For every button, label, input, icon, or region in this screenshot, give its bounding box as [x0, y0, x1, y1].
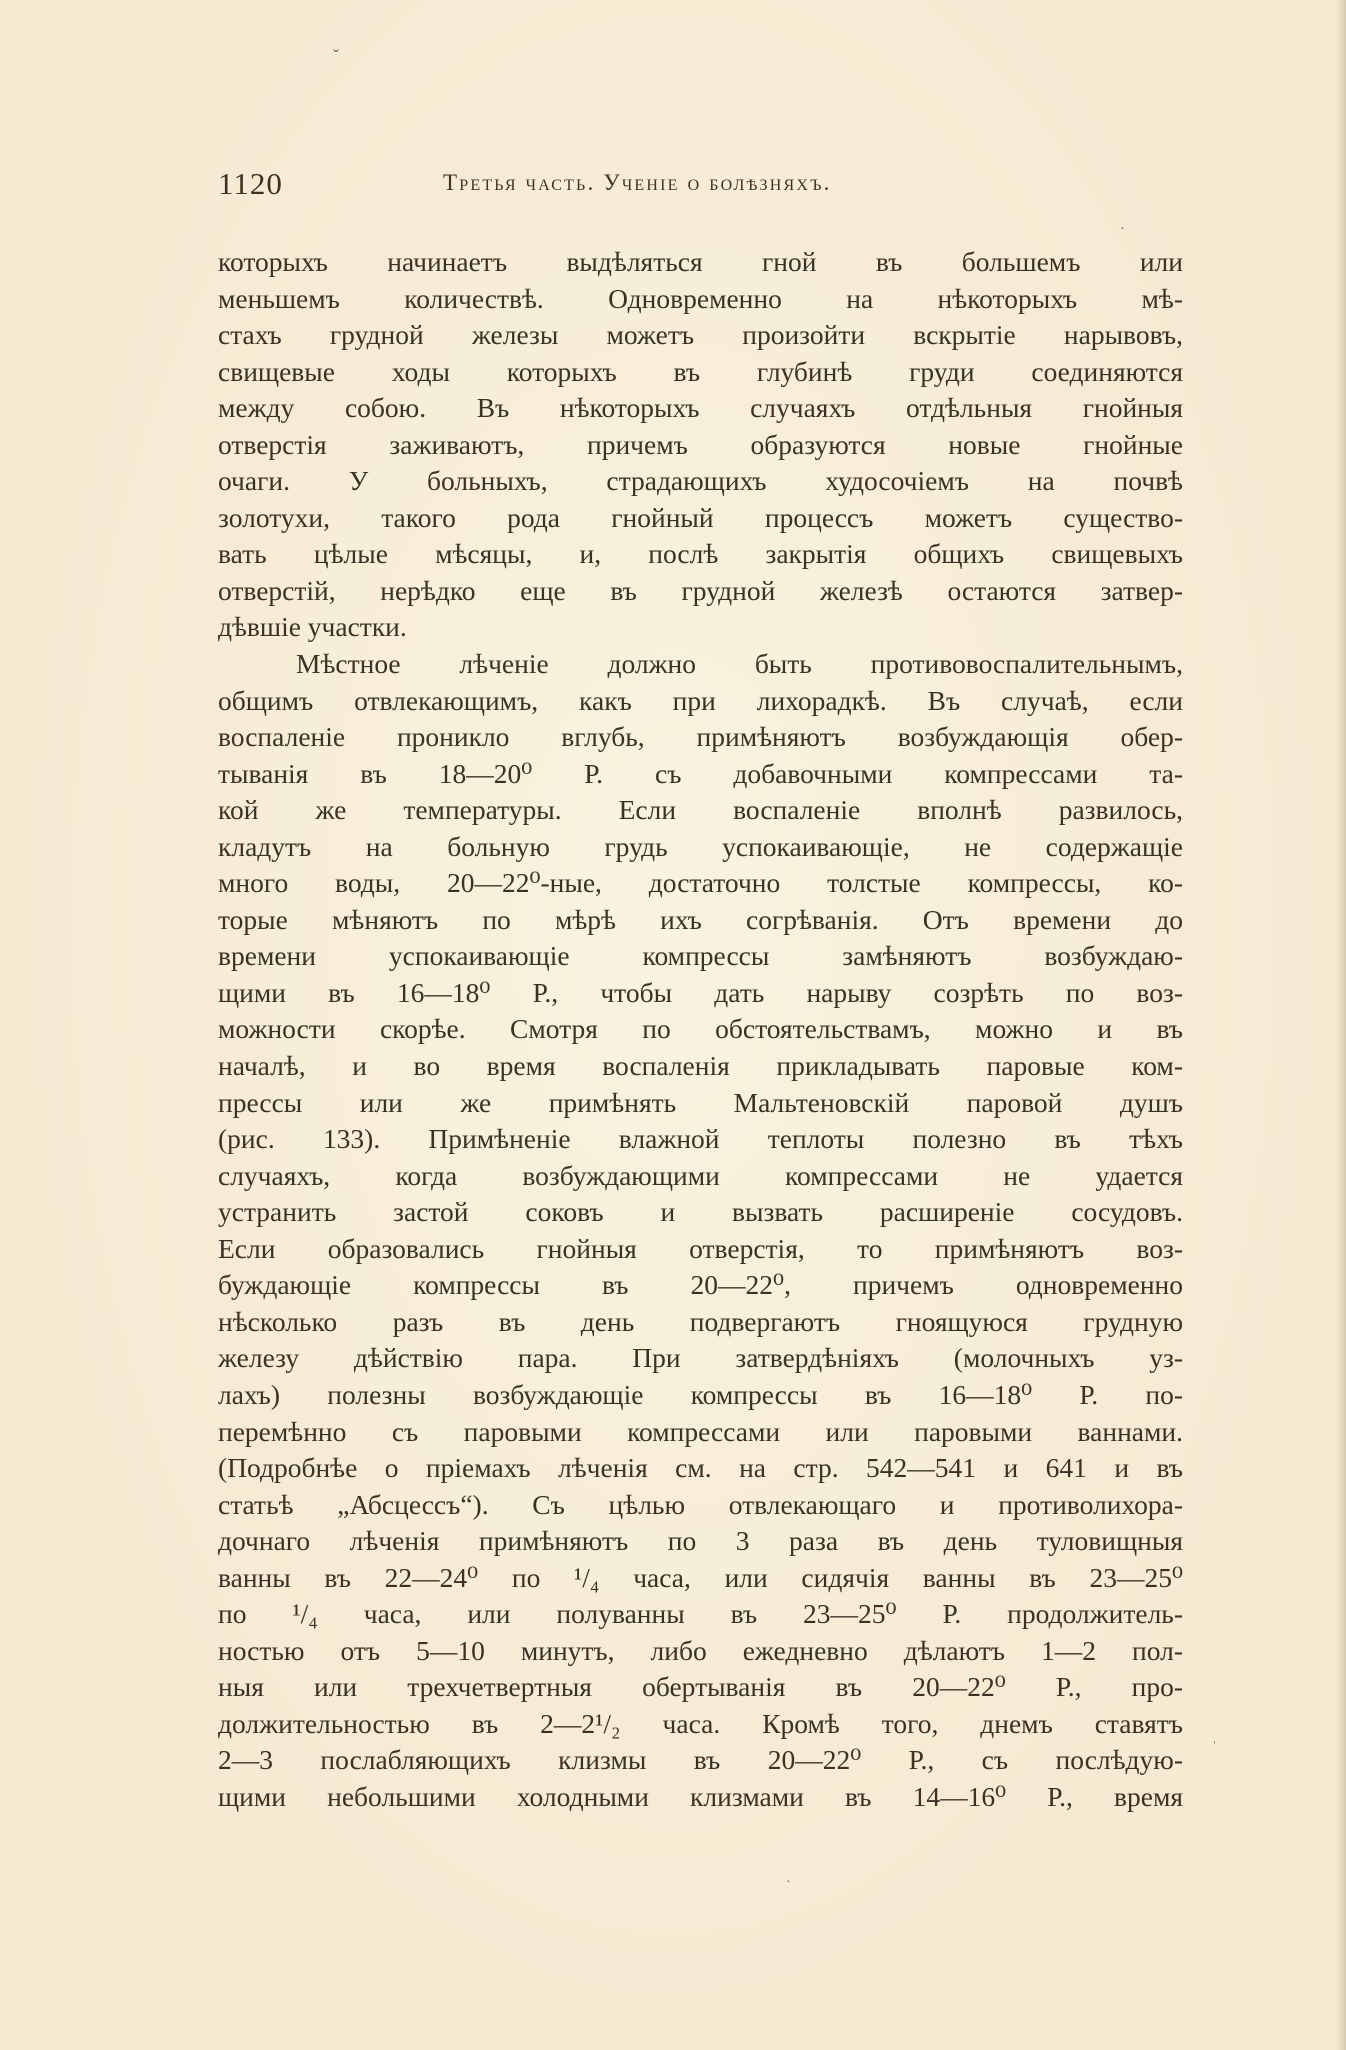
text-line: меньшемъ количествѣ. Одновременно на нѣкоторыхъ мѣ- [218, 282, 1183, 314]
text-line: нѣсколько разъ въ день подвергаютъ гноящуюся грудную [218, 1305, 1183, 1337]
running-head-title: Третья часть. Ученіе о болѣзняхъ. [443, 170, 832, 195]
paragraph-end-line: дѣвшіе участки. [218, 611, 407, 643]
text-line: началѣ, и во время воспаленія прикладывать паровые ком- [218, 1050, 1183, 1082]
text-line: очаги. У больныхъ, страдающихъ худосочіемъ на почвѣ [218, 465, 1183, 497]
text-line: статьѣ „Абсцессъ“). Съ цѣлью отвлекающаго и противолихора- [218, 1488, 1183, 1520]
text-line: отверстія заживаютъ, причемъ образуются новые гнойные [218, 428, 1183, 460]
paragraph-start-line: Мѣстное лѣченіе должно быть противовоспалительнымъ, [296, 648, 1183, 680]
text-line: щими въ 16—18⁰ Р., чтобы дать нарыву созрѣть по воз- [218, 976, 1183, 1008]
text-line: прессы или же примѣнять Мальтеновскій паровой душъ [218, 1086, 1183, 1118]
text-line: случаяхъ, когда возбуждающими компрессами не удается [218, 1159, 1183, 1191]
paper-speck: · [786, 1875, 791, 1890]
text-line: между собою. Въ нѣкоторыхъ случаяхъ отдѣльныя гнойныя [218, 392, 1183, 424]
text-line: (рис. 133). Примѣненіе влажной теплоты полезно въ тѣхъ [218, 1123, 1183, 1155]
text-line: золотухи, такого рода гнойный процессъ можетъ существо- [218, 501, 1183, 533]
text-line: буждающіе компрессы въ 20—22⁰, причемъ одновременно [218, 1269, 1183, 1301]
body-text [218, 244, 1183, 1816]
text-line: устранить застой соковъ и вызвать расширеніе сосудовъ. [218, 1196, 1183, 1228]
text-line: вать цѣлые мѣсяцы, и, послѣ закрытія общихъ свищевыхъ [218, 538, 1183, 570]
text-line: железу дѣйствію пара. При затвердѣніяхъ (молочныхъ уз- [218, 1342, 1183, 1374]
text-line: которыхъ начинаетъ выдѣляться гной въ большемъ или [218, 246, 1183, 277]
running-head [218, 166, 1178, 210]
text-line: общимъ отвлекающимъ, какъ при лихорадкѣ. Въ случаѣ, если [218, 684, 1183, 716]
text-line: дочнаго лѣченія примѣняютъ по 3 раза въ день туловищныя [218, 1525, 1183, 1557]
text-line: торые мѣняютъ по мѣрѣ ихъ согрѣванія. Отъ времени до [218, 903, 1183, 935]
text-line: много воды, 20—22⁰-ные, достаточно толстые компрессы, ко- [218, 867, 1183, 899]
paper-speck: ˈ [1212, 1740, 1217, 1755]
paper-speck: · [1120, 222, 1125, 237]
text-line: отверстій, нерѣдко еще въ грудной железѣ остаются затвер- [218, 574, 1183, 606]
text-line: воспаленіе проникло вглубь, примѣняютъ возбуждающія обер- [218, 721, 1183, 753]
text-line: перемѣнно съ паровыми компрессами или паровыми ваннами. [218, 1415, 1183, 1447]
text-line: Если образовались гнойныя отверстія, то примѣняютъ воз- [218, 1232, 1183, 1264]
text-line: (Подробнѣе о пріемахъ лѣченія см. на стр. 542—541 и 641 и въ [218, 1452, 1183, 1484]
text-line: кладутъ на больную грудь успокаивающіе, не содержащіе [218, 830, 1183, 862]
text-line: по ¹/₄ часа, или полуванны въ 23—25⁰ Р. продолжитель- [218, 1598, 1183, 1630]
text-line: ванны въ 22—24⁰ по ¹/₄ часа, или сидячія ванны въ 23—25⁰ [218, 1561, 1183, 1593]
text-line: тыванія въ 18—20⁰ Р. съ добавочными компрессами та- [218, 757, 1183, 789]
top-mark: ˇ [333, 46, 339, 66]
text-line: времени успокаивающіе компрессы замѣняютъ возбуждаю- [218, 940, 1183, 972]
page-number: 1120 [218, 166, 283, 201]
text-line: кой же температуры. Если воспаленіе вполнѣ развилось, [218, 794, 1183, 826]
text-line: должительностью въ 2—2¹/₂ часа. Кромѣ того, днемъ ставятъ [218, 1707, 1183, 1739]
text-line: лахъ) полезны возбуждающіе компрессы въ 16—18⁰ Р. по- [218, 1378, 1183, 1410]
text-line: ныя или трехчетвертныя обертыванія въ 20—22⁰ Р., про- [218, 1671, 1183, 1703]
text-line: щими небольшими холодными клизмами въ 14—16⁰ Р., время [218, 1780, 1183, 1812]
text-line: можности скорѣе. Смотря по обстоятельствамъ, можно и въ [218, 1013, 1183, 1045]
page-edge-shadow [1336, 0, 1346, 2050]
text-line: стахъ грудной железы можетъ произойти вскрытіе нарывовъ, [218, 319, 1183, 351]
text-line: ностью отъ 5—10 минутъ, либо ежедневно дѣлаютъ 1—2 пол- [218, 1634, 1183, 1666]
text-line: 2—3 послабляющихъ клизмы въ 20—22⁰ Р., съ послѣдую- [218, 1744, 1183, 1776]
text-line: свищевые ходы которыхъ въ глубинѣ груди соединяются [218, 355, 1183, 387]
